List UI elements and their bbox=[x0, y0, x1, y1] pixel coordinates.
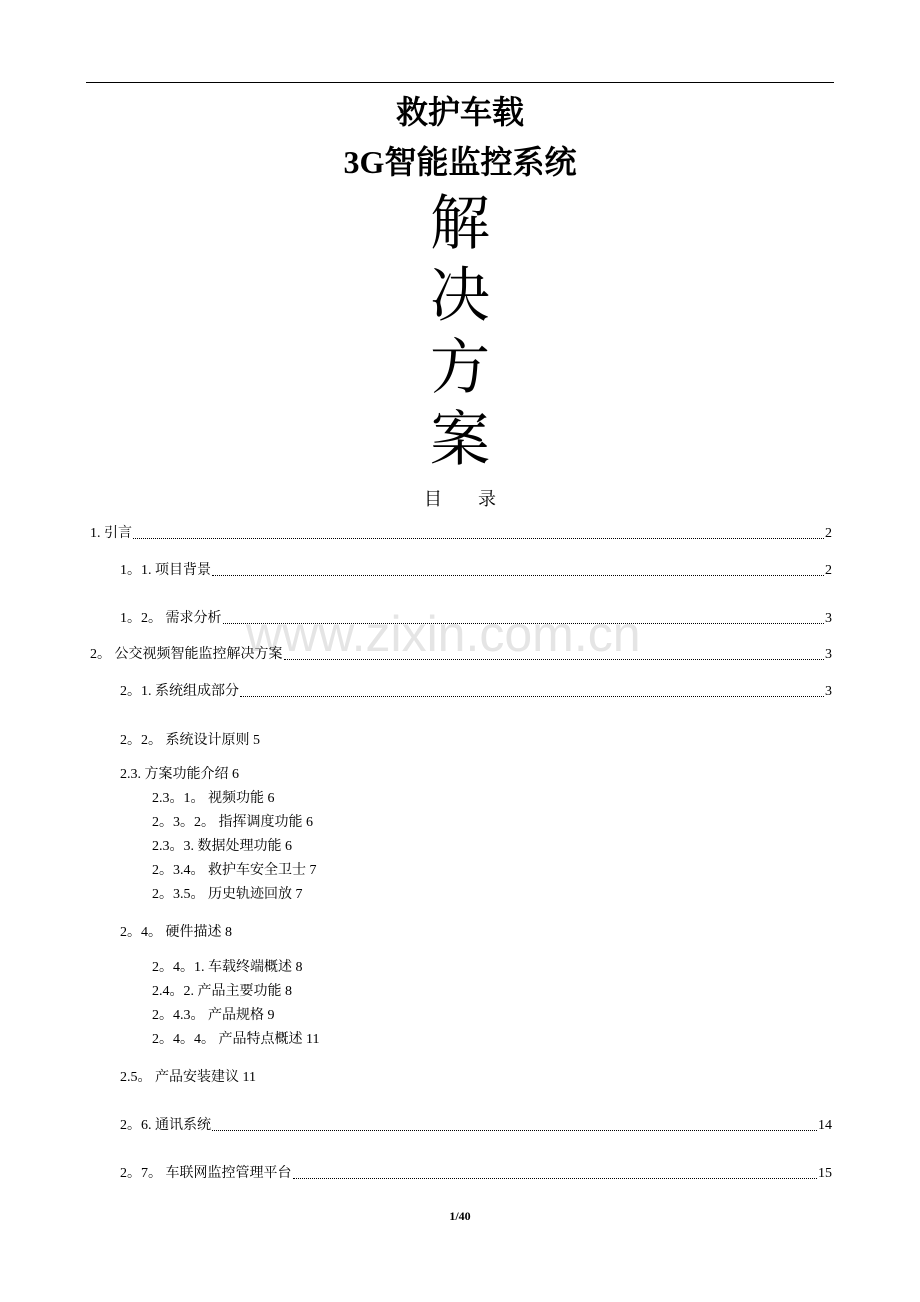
watermark: www.zixin.com.cn bbox=[246, 606, 641, 662]
toc-leader-dots bbox=[133, 538, 824, 539]
toc-leader-dots bbox=[212, 1130, 817, 1131]
toc-heading-left: 目 bbox=[424, 489, 442, 509]
toc-entry-label: 1。2。 需求分析 bbox=[120, 611, 222, 626]
toc-leader-dots bbox=[212, 575, 824, 576]
toc-plain-entry[interactable]: 2.3. 方案功能介绍 6 bbox=[120, 767, 239, 782]
big-title-char-3: 方 bbox=[430, 333, 490, 403]
doc-title-line2: 3G智能监控系统 bbox=[343, 144, 577, 180]
toc-plain-entry[interactable]: 2。3。2。 指挥调度功能 6 bbox=[152, 815, 313, 830]
toc-plain-entry[interactable]: 2。3.5。 历史轨迹回放 7 bbox=[152, 887, 303, 902]
toc-plain-entry[interactable]: 2。4。4。 产品特点概述 11 bbox=[152, 1032, 320, 1047]
toc-plain-entry[interactable]: 2。3.4。 救护车安全卫士 7 bbox=[152, 863, 317, 878]
header-rule bbox=[86, 82, 834, 83]
toc-entry-page: 2 bbox=[825, 526, 832, 541]
toc-entry[interactable] bbox=[90, 645, 832, 665]
toc-plain-entry[interactable]: 2.3。1。 视频功能 6 bbox=[152, 791, 275, 806]
big-title-char-4: 案 bbox=[430, 405, 490, 475]
toc-entry-page: 3 bbox=[825, 684, 832, 699]
toc-entry-label: 2。7。 车联网监控管理平台 bbox=[120, 1166, 292, 1181]
toc-plain-entry[interactable]: 2。2。 系统设计原则 5 bbox=[120, 733, 260, 748]
toc-plain-entry[interactable]: 2.4。2. 产品主要功能 8 bbox=[152, 984, 292, 999]
toc-entry[interactable] bbox=[120, 1116, 832, 1136]
page-number: 1/40 bbox=[449, 1209, 471, 1223]
toc-entry[interactable] bbox=[90, 524, 832, 544]
toc-entry[interactable] bbox=[120, 682, 832, 702]
toc-entry-label: 2。6. 通讯系统 bbox=[120, 1118, 211, 1133]
toc-entry-label: 2。 公交视频智能监控解决方案 bbox=[90, 647, 283, 662]
toc-entry-page: 3 bbox=[825, 647, 832, 662]
toc-entry-label: 2。1. 系统组成部分 bbox=[120, 684, 239, 699]
toc-plain-entry[interactable]: 2。4.3。 产品规格 9 bbox=[152, 1008, 275, 1023]
big-title-char-2: 决 bbox=[430, 261, 490, 331]
toc-entry[interactable] bbox=[120, 1164, 832, 1184]
toc-plain-entry[interactable]: 2.3。3. 数据处理功能 6 bbox=[152, 839, 292, 854]
toc-entry-page: 14 bbox=[818, 1118, 832, 1133]
toc-entry-page: 3 bbox=[825, 611, 832, 626]
doc-title-line1: 救护车载 bbox=[395, 94, 524, 130]
toc-plain-entry[interactable]: 2。4。1. 车载终端概述 8 bbox=[152, 960, 303, 975]
toc-heading-right: 录 bbox=[478, 489, 496, 509]
toc-entry-label: 1。1. 项目背景 bbox=[120, 563, 211, 578]
toc-heading bbox=[0, 486, 920, 512]
toc-leader-dots bbox=[284, 659, 825, 660]
toc-entry-page: 2 bbox=[825, 563, 832, 578]
toc-plain-entry[interactable]: 2.5。 产品安装建议 11 bbox=[120, 1070, 256, 1085]
big-title-char-1: 解 bbox=[430, 189, 490, 259]
toc-entry[interactable] bbox=[120, 561, 832, 581]
toc-entry-page: 15 bbox=[818, 1166, 832, 1181]
toc-entry-label: 1. 引言 bbox=[90, 526, 132, 541]
toc-plain-entry[interactable]: 2。4。 硬件描述 8 bbox=[120, 925, 232, 940]
toc-leader-dots bbox=[293, 1178, 818, 1179]
toc-leader-dots bbox=[240, 696, 824, 697]
toc-leader-dots bbox=[223, 623, 825, 624]
toc-entry[interactable] bbox=[120, 609, 832, 629]
